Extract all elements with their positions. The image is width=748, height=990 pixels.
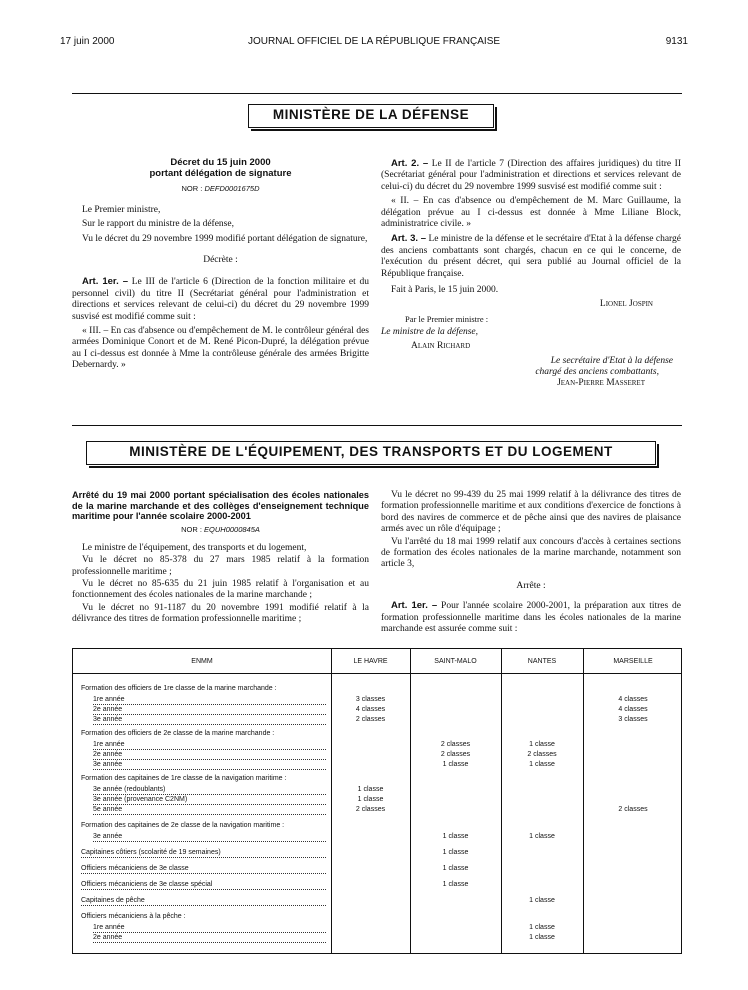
table-row-label: 3e année: [93, 833, 326, 842]
table-cell: 2 classes: [527, 751, 557, 758]
table-row-label: Formation des capitaines de 1re classe de la navigation maritime :: [81, 775, 287, 782]
table-row: [73, 751, 681, 761]
paragraph: Vu le décret no 91-1187 du 20 novembre 1991 modifié relatif à la délivrance des titres de formation professionnelle maritime ;: [72, 602, 369, 625]
table-row-label: 2e année: [93, 751, 326, 760]
table-row: [73, 913, 681, 923]
paragraph: Vu l'arrêté du 18 mai 1999 relatif aux concours d'accès à certaines sections de formation des écoles nationales de la marine marchande, notamment son article 3,: [381, 536, 681, 570]
table-row: [73, 849, 681, 859]
paragraph: Vu le décret du 29 novembre 1999 modifié portant délégation de signature,: [82, 233, 368, 244]
nor-label: NOR :: [181, 183, 203, 193]
table-cell: 2 classes: [355, 716, 386, 723]
article-text: Le II de l'article 7 (Direction des affaires juridiques) du titre II (Secrétariat général pour l'administration et directions et services relevant de celui-ci) du décret du 29 novembre 1999 susvisé est modifié comme suit :: [381, 159, 681, 192]
table-cell: 1 classe: [442, 865, 469, 872]
nor-reference: [72, 525, 369, 534]
section-rule: [72, 93, 682, 94]
table-row-label: Formation des officiers de 2e classe de la marine marchande :: [81, 730, 275, 737]
article-2: [381, 158, 681, 193]
table-cell: 1 classe: [529, 924, 555, 931]
page-header: [60, 36, 688, 50]
table-cell: 1 classe: [442, 881, 469, 888]
article-1: [381, 600, 681, 635]
table-cell: 1 classe: [529, 741, 555, 748]
table-cell: 1 classe: [529, 761, 555, 768]
table-row: [73, 730, 681, 740]
header-page-number: 9131: [665, 36, 688, 47]
nor-label: NOR :: [181, 524, 202, 534]
table-row: [73, 924, 681, 934]
secretary-title: chargé des anciens combattants,: [535, 367, 659, 378]
decree-column-left: [72, 158, 369, 375]
par-label: Par le Premier ministre :: [405, 313, 489, 324]
decree-title-line: Décret du 15 juin 2000: [170, 157, 271, 168]
signature-minister: Alain Richard: [411, 341, 471, 352]
table-row-label: Officiers mécaniciens à la pêche :: [81, 913, 186, 920]
table-row: [73, 761, 681, 771]
ministry-box-defense: [248, 104, 494, 128]
table-cell: 4 classes: [355, 706, 386, 713]
table-cell: 2 classes: [440, 741, 471, 748]
table-cell: 2 classes: [355, 806, 386, 813]
table-cell: 1 classe: [357, 796, 384, 803]
table-cell: 1 classe: [357, 786, 384, 793]
article-text: Le ministre de la défense et le secrétaire d'Etat à la défense chargé des anciens combattants sont chargés, chacun en ce qui le concerne, de l'exécution du présent décret, qui sera publié au Journal officiel de la République française.: [381, 234, 682, 279]
decree-column-right: [381, 158, 681, 393]
paragraph: Sur le rapport du ministre de la défense,: [82, 219, 234, 230]
article-heading: Art. 2. –: [391, 158, 429, 169]
article-heading: Art. 1er. –: [391, 600, 438, 612]
table-header-nantes: NANTES: [527, 658, 557, 665]
table-row-label: Capitaines côtiers (scolarité de 19 semaines): [81, 849, 326, 858]
table-cell: 2 classes: [440, 751, 471, 758]
table-row: [73, 741, 681, 751]
arrete-column-left: [72, 490, 369, 626]
table-row: [73, 881, 681, 891]
arrete-column-right: [381, 490, 681, 638]
article-text: Pour l'année scolaire 2000-2001, la préparation aux titres de formation professionnelle maritime dans les écoles nationales de la marine marchande est assurée comme suit :: [381, 601, 681, 634]
article-3: [381, 233, 681, 280]
table-row: [73, 685, 681, 695]
table-header-saint-malo: SAINT-MALO: [434, 658, 477, 665]
table-header-marseille: MARSEILLE: [613, 658, 653, 665]
table-cell: 4 classes: [618, 696, 648, 703]
table-row-label: 3e année (provenance C2NM): [93, 796, 326, 805]
signature-prime-minister: Lionel Jospin: [599, 299, 653, 310]
table-row-label: Formation des officiers de 1re classe de la marine marchande :: [81, 685, 277, 692]
table-header-divider: [73, 673, 681, 674]
article-1: [72, 276, 369, 323]
article-heading: Art. 3. –: [391, 233, 427, 245]
ministry-box-equipement: [86, 441, 656, 465]
arrete-label: Arrête :: [516, 580, 546, 591]
table-row: [73, 716, 681, 726]
table-row: [73, 897, 681, 907]
paragraph: Vu le décret no 85-635 du 21 juin 1985 relatif à l'organisation et au fonctionnement des écoles nationales de la marine marchande ;: [72, 578, 369, 601]
table-cell: 4 classes: [618, 706, 648, 713]
table-row: [73, 706, 681, 716]
signature-secretary: Jean-Pierre Masseret: [557, 378, 645, 389]
nor-reference: [72, 184, 369, 193]
article-quote: « II. – En cas d'absence ou d'empêchement de M. Marc Guillaume, la délégation prévue au I ci-dessus est donnée à Mme Liliane Block, administratrice civile. »: [381, 196, 681, 229]
decrete-label: Décrète :: [203, 255, 238, 266]
paragraph: Vu le décret no 99-439 du 25 mai 1999 relatif à la délivrance des titres de formation professionnelle maritime et aux conditions d'exercice de fonctions à bord des navires de commerce et de pêche ainsi que des navires de plaisance armés avec un rôle d'équipage ;: [381, 490, 681, 535]
table-row-label: 3e année: [93, 761, 326, 770]
table-header-le-havre: LE HAVRE: [353, 658, 388, 665]
nor-value: EQUH0000845A: [204, 524, 260, 534]
signing-place-date: Fait à Paris, le 15 juin 2000.: [391, 284, 499, 295]
table-row-label: Officiers mécaniciens de 3e classe spécial: [81, 881, 326, 890]
arrete-title: Arrêté du 19 mai 2000 portant spécialisation des écoles nationales de la marine marchande et des collèges d'enseignement technique maritime pour l'année scolaire 2000-2001: [72, 490, 369, 522]
table-row: [73, 786, 681, 796]
table-cell: 1 classe: [442, 833, 469, 840]
table-cell: 1 classe: [529, 833, 555, 840]
paragraph: Vu le décret no 85-378 du 27 mars 1985 relatif à la formation professionnelle maritime ;: [72, 555, 369, 577]
table-row: [73, 822, 681, 832]
table-row-label: Officiers mécaniciens de 3e classe: [81, 865, 326, 874]
table-row-label: 5e année: [93, 806, 326, 815]
table-cell: 1 classe: [442, 849, 469, 856]
table-row-label: Formation des capitaines de 2e classe de la navigation maritime :: [81, 822, 285, 829]
table-cell: 1 classe: [442, 761, 469, 768]
table-cell: 3 classes: [355, 696, 386, 703]
schools-table: [72, 648, 682, 954]
ministry-title: MINISTÈRE DE L'ÉQUIPEMENT, DES TRANSPORTS ET DU LOGEMENT: [129, 444, 613, 459]
decree-title: [72, 158, 369, 180]
table-cell: 1 classe: [529, 897, 555, 904]
article-quote: « III. – En cas d'absence ou d'empêchement de M. le contrôleur général des armées Dominique Conort et de M. René Picon-Dupré, la délégation prévue au I ci-dessus est donnée à Mme la contrôleuse générale des armées Brigitte Debernardy. »: [72, 325, 369, 371]
article-text: Le III de l'article 6 (Direction de la fonction militaire et du personnel civil) du titre II (Secrétariat général pour l'administration et directions et services relevant de celui-ci) du décret du 29 novembre 1999 susvisé est modifié comme suit :: [72, 277, 369, 322]
table-row: [73, 696, 681, 706]
table-row-label: 1re année: [93, 696, 326, 705]
header-date: 17 juin 2000: [60, 36, 115, 47]
secretary-title: Le secrétaire d'Etat à la défense: [550, 355, 673, 366]
paragraph: Le Premier ministre,: [82, 204, 161, 215]
table-row-label: 3e année (redoublants): [93, 786, 326, 795]
article-heading: Art. 1er. –: [82, 276, 128, 288]
table-cell: 2 classes: [618, 806, 648, 813]
table-row-label: 1re année: [93, 741, 326, 750]
decree-title-line: portant délégation de signature: [149, 167, 292, 179]
header-journal: JOURNAL OFFICIEL DE LA RÉPUBLIQUE FRANÇAISE: [247, 36, 501, 47]
table-row-label: 1re année: [93, 924, 326, 933]
table-row: [73, 775, 681, 785]
table-row-label: 2e année: [93, 934, 326, 943]
table-cell: 1 classe: [529, 934, 555, 941]
paragraph: Le ministre de l'équipement, des transports et du logement,: [82, 542, 307, 553]
table-row-label: 3e année: [93, 716, 326, 725]
table-cell: 3 classes: [618, 716, 648, 723]
table-row: [73, 806, 681, 816]
table-header-enmm: ENMM: [191, 658, 213, 665]
table-row: [73, 934, 681, 944]
table-row-label: 2e année: [93, 706, 326, 715]
table-row: [73, 833, 681, 843]
ministry-title: MINISTÈRE DE LA DÉFENSE: [272, 107, 470, 122]
table-row: [73, 796, 681, 806]
nor-value: DEFD0001675D: [204, 183, 260, 193]
table-row: [73, 865, 681, 875]
minister-title: Le ministre de la défense,: [381, 326, 479, 337]
table-row-label: Capitaines de pêche: [81, 897, 326, 906]
section-rule: [72, 425, 682, 426]
